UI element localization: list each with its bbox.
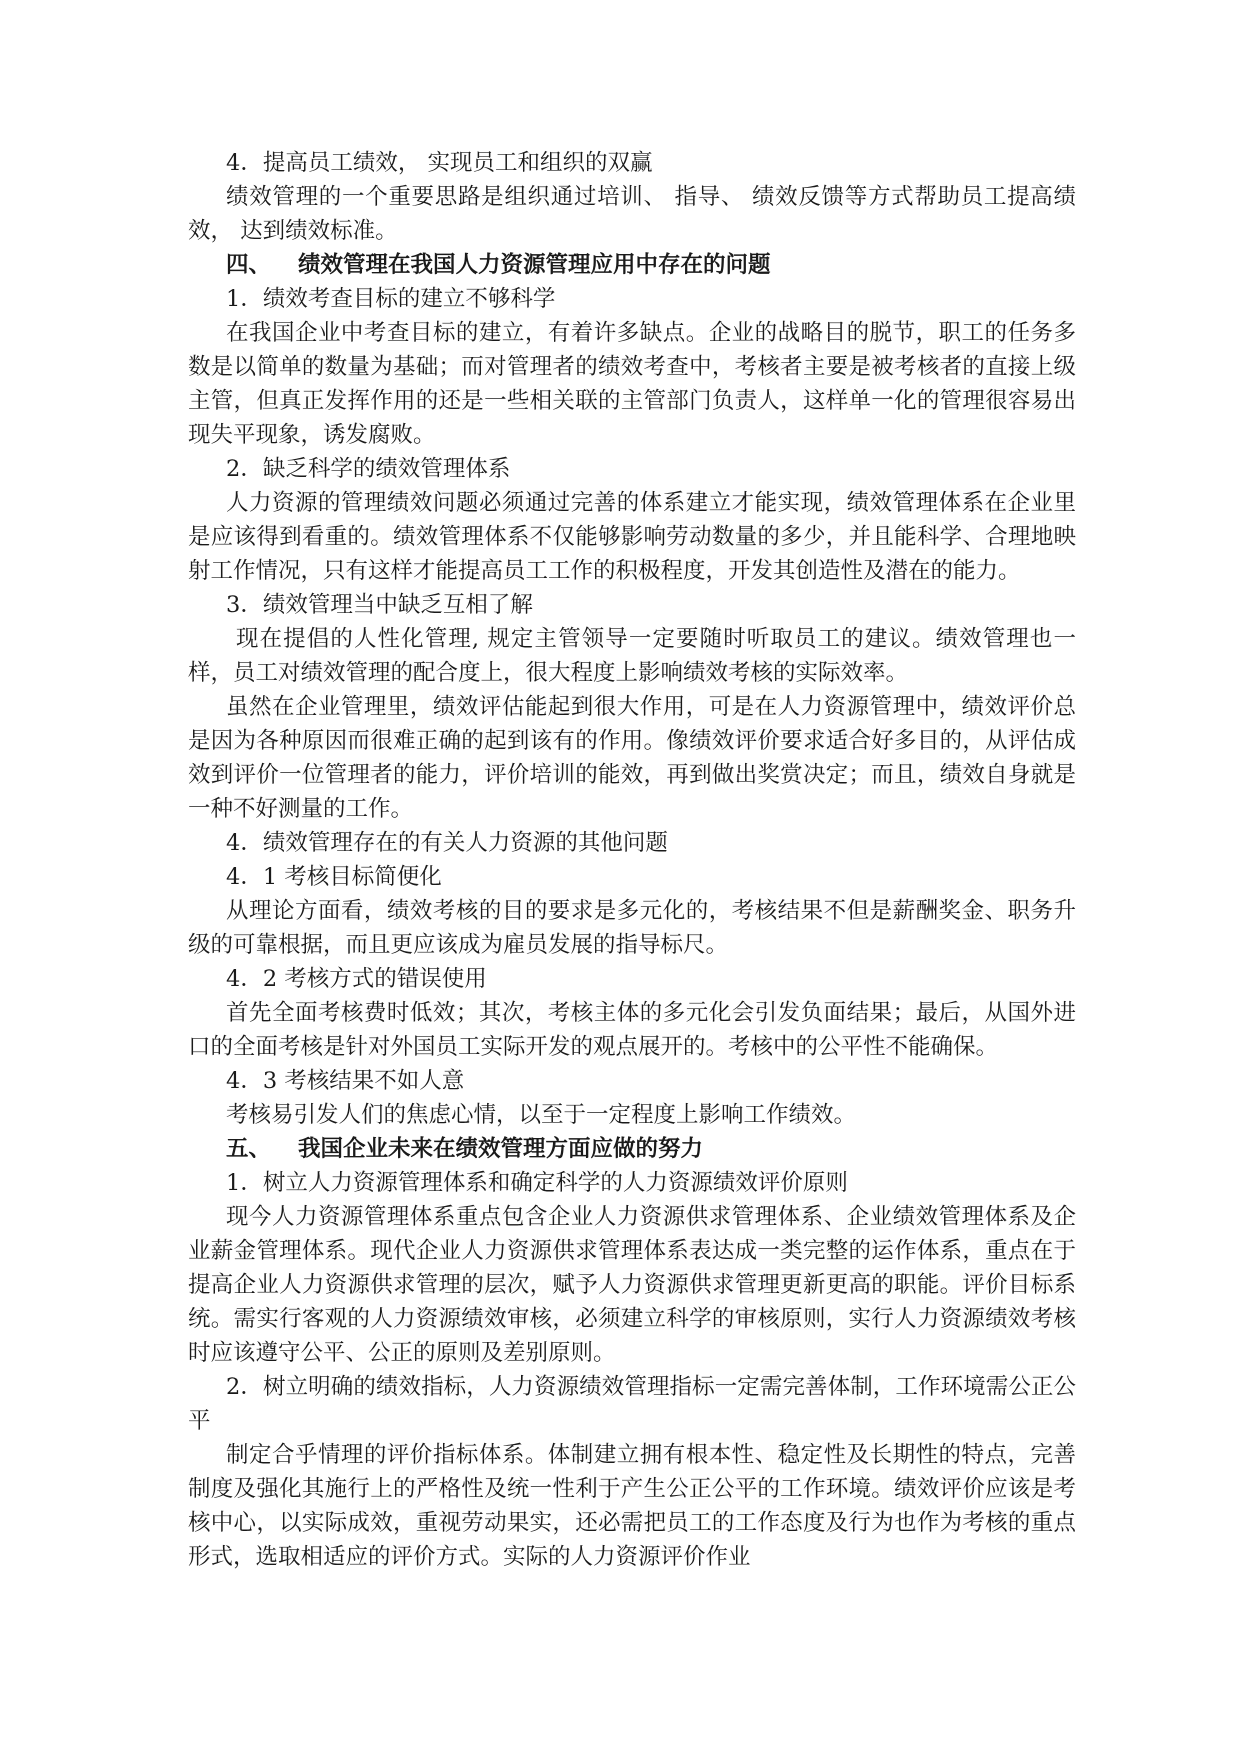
subsection-title-4-other: 4．绩效管理存在的有关人力资源的其他问题 — [226, 830, 668, 856]
subsection-title-1: 1．绩效考查目标的建立不够科学 — [226, 286, 556, 312]
paragraph: 现今人力资源管理体系重点包含企业人力资源供求管理体系、企业绩效管理体系及企业薪金管理体系。现代企业人力资源供求管理体系表达成一类完整的运作体系，重点在于提高企业人力资源供求管理的层次，赋予人力资源供求管理更新更高的职能。评价目标系统。需实行客观的人力资源绩效审核，必须建立科学的审核原则，实行人力资源绩效考核时应该遵守公平、公正的原则及差别原则。 — [188, 1204, 1076, 1366]
section-number: 四、 — [226, 252, 272, 278]
section-heading-4 — [188, 248, 1076, 282]
section-heading-text: 绩效管理在我国人力资源管理应用中存在的问题 — [298, 252, 771, 278]
subsection-title-4-1: 4．1 考核目标简便化 — [226, 864, 442, 890]
section-heading-text: 我国企业未来在绩效管理方面应做的努力 — [298, 1136, 704, 1162]
section-heading-5 — [188, 1132, 1076, 1166]
subsection-title-5-2: 2．树立明确的绩效指标，人力资源绩效管理指标一定需完善体制，工作环境需公正公平 — [188, 1374, 1076, 1434]
paragraph: 绩效管理的一个重要思路是组织通过培训、 指导、 绩效反馈等方式帮助员工提高绩效， 达到绩效标准。 — [188, 184, 1076, 244]
document-page — [188, 146, 1076, 1574]
paragraph: 考核易引发人们的焦虑心情，以至于一定程度上影响工作绩效。 — [226, 1102, 857, 1128]
subsection-title-5-1: 1．树立人力资源管理体系和确定科学的人力资源绩效评价原则 — [226, 1170, 848, 1196]
subsection-title-2: 2．缺乏科学的绩效管理体系 — [226, 456, 511, 482]
paragraph: 制定合乎情理的评价指标体系。体制建立拥有根本性、稳定性及长期性的特点，完善制度及强化其施行上的严格性及统一性利于产生公正公平的工作环境。绩效评价应该是考核中心，以实际成效，重视劳动果实，还必需把员工的工作态度及行为也作为考核的重点形式，选取相适应的评价方式。实际的人力资源评价作业 — [188, 1442, 1076, 1570]
subsection-title-4: 4．提高员工绩效， 实现员工和组织的双赢 — [226, 150, 653, 176]
subsection-title-4-3: 4．3 考核结果不如人意 — [226, 1068, 465, 1094]
paragraph: 从理论方面看，绩效考核的目的要求是多元化的，考核结果不但是薪酬奖金、职务升级的可靠根据，而且更应该成为雇员发展的指导标尺。 — [188, 898, 1076, 958]
paragraph: 人力资源的管理绩效问题必须通过完善的体系建立才能实现，绩效管理体系在企业里是应该得到看重的。绩效管理体系不仅能够影响劳动数量的多少，并且能科学、合理地映射工作情况，只有这样才能提高员工工作的积极程度，开发其创造性及潜在的能力。 — [188, 490, 1076, 584]
section-number: 五、 — [226, 1136, 272, 1162]
paragraph: 现在提倡的人性化管理, 规定主管领导一定要随时听取员工的建议。绩效管理也一样，员工对绩效管理的配合度上，很大程度上影响绩效考核的实际效率。 — [188, 626, 1076, 686]
paragraph: 虽然在企业管理里，绩效评估能起到很大作用，可是在人力资源管理中，绩效评价总是因为各种原因而很难正确的起到该有的作用。像绩效评价要求适合好多目的，从评估成效到评价一位管理者的能力，评价培训的能效，再到做出奖赏决定；而且，绩效自身就是一种不好测量的工作。 — [188, 694, 1076, 822]
subsection-title-3: 3．绩效管理当中缺乏互相了解 — [226, 592, 533, 618]
subsection-title-4-2: 4．2 考核方式的错误使用 — [226, 966, 487, 992]
paragraph: 在我国企业中考查目标的建立，有着许多缺点。企业的战略目的脱节，职工的任务多数是以简单的数量为基础；而对管理者的绩效考查中，考核者主要是被考核者的直接上级主管，但真正发挥作用的还是一些相关联的主管部门负责人，这样单一化的管理很容易出现失平现象，诱发腐败。 — [188, 320, 1076, 448]
paragraph: 首先全面考核费时低效；其次，考核主体的多元化会引发负面结果；最后，从国外进口的全面考核是针对外国员工实际开发的观点展开的。考核中的公平性不能确保。 — [188, 1000, 1076, 1060]
